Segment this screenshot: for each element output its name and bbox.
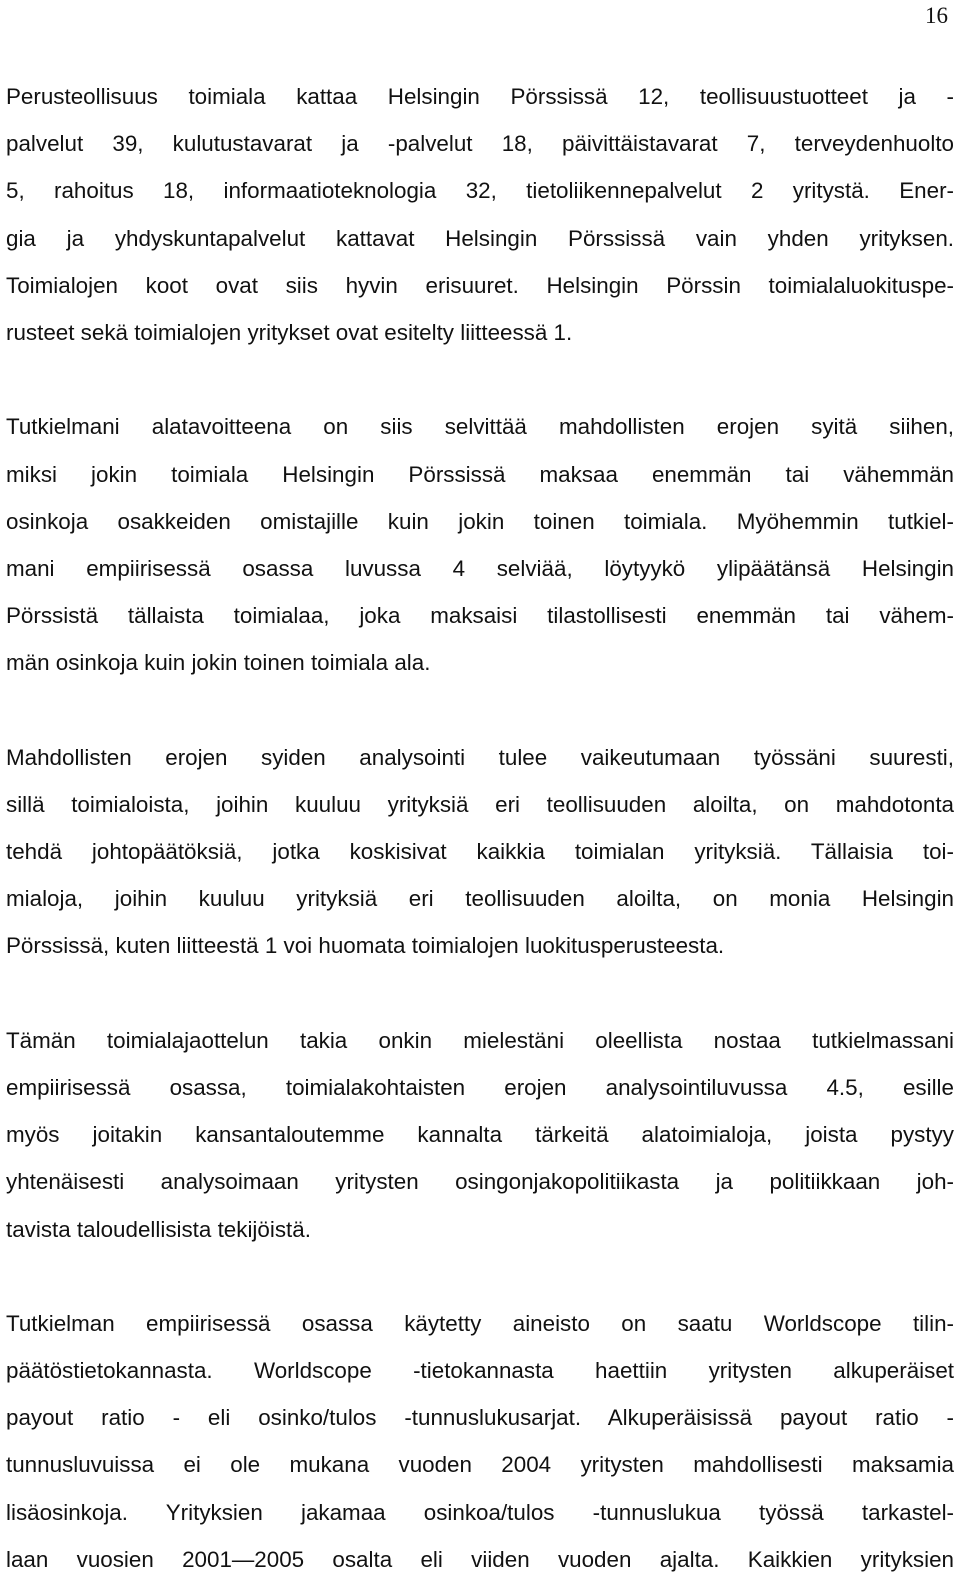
text-line: sillä toimialoista, joihin kuuluu yrityksiä eri teollisuuden aloilta, on mahdotonta [6,791,954,817]
text-line: laan vuosien 2001—2005 osalta eli viiden vuoden ajalta. Kaikkien yrityksien [6,1546,954,1572]
text-line: palvelut 39, kulutustavarat ja -palvelut 18, päivittäistavarat 7, terveydenhuolto [6,131,954,157]
paragraph-industry-counts [6,73,954,356]
text-line: payout ratio - eli osinko/tulos -tunnuslukusarjat. Alkuperäisissä payout ratio - [6,1405,954,1431]
text-line: lisäosinkoja. Yrityksien jakamaa osinkoa/tulos -tunnuslukua työssä tarkastel- [6,1499,954,1525]
text-line: Toimialojen koot ovat siis hyvin erisuuret. Helsingin Pörssin toimialaluokituspe- [6,272,954,298]
text-line: Pörssissä, kuten liitteestä 1 voi huomata toimialojen luokitusperusteesta. [6,933,725,959]
text-line: mani empiirisessä osassa luvussa 4 selviää, löytyykö ylipäätänsä Helsingin [6,555,954,581]
text-line: tunnusluvuissa ei ole mukana vuoden 2004 yritysten mahdollisesti maksamia [6,1452,954,1478]
text-line: rusteet sekä toimialojen yritykset ovat esitelty liitteessä 1. [6,319,573,345]
text-line: osinkoja osakkeiden omistajille kuin jokin toinen toimiala. Myöhemmin tutkiel- [6,508,954,534]
text-line: Tutkielman empiirisessä osassa käytetty aineisto on saatu Worldscope tilin- [6,1310,954,1336]
page-number: 16 [925,3,948,28]
text-line: tehdä johtopäätöksiä, jotka koskisivat kaikkia toimialan yrityksiä. Tällaisia toi- [6,839,954,864]
text-line: Mahdollisten erojen syiden analysointi tulee vaikeutumaan työssäni suuresti, [6,744,954,770]
text-line: Pörssistä tällaista toimialaa, joka maksaisi tilastollisesti enemmän tai vähem- [6,603,954,629]
text-line: päätöstietokannasta. Worldscope -tietokannasta haettiin yritysten alkuperäiset [6,1358,954,1384]
text-line: tavista taloudellisista tekijöistä. [6,1216,311,1242]
text-line: miksi jokin toimiala Helsingin Pörssissä maksaa enemmän tai vähemmän [6,461,954,487]
text-line: mialoja, joihin kuuluu yrityksiä eri teollisuuden aloilta, on monia Helsingin [6,886,954,912]
text-line: myös joitakin kansantaloutemme kannalta tärkeitä alatoimialoja, joista pystyy [6,1122,954,1148]
text-line: män osinkoja kuin jokin toinen toimiala ala. [6,650,431,676]
text-line: empiirisessä osassa, toimialakohtaisten erojen analysointiluvussa 4.5, esille [6,1074,954,1100]
text-line: Perusteollisuus toimiala kattaa Helsingin Pörssissä 12, teollisuustuotteet ja - [6,84,954,109]
text-line: Tämän toimialajaottelun takia onkin mielestäni oleellista nostaa tutkielmassani [6,1027,954,1053]
paragraph-sub-objective [6,403,954,686]
paragraph-analysis-difficulty [6,734,954,970]
text-line: yhtenäisesti analysoimaan yritysten osingonjakopolitiikasta ja politiikkaan joh- [6,1169,954,1195]
paragraph-sub-industries [6,1017,954,1253]
paragraph-data-source [6,1300,954,1583]
document-body [6,73,954,1583]
text-line: 5, rahoitus 18, informaatioteknologia 32, tietoliikennepalvelut 2 yritystä. Ener- [6,178,954,204]
text-line: gia ja yhdyskuntapalvelut kattavat Helsingin Pörssissä vain yhden yrityksen. [6,225,954,251]
text-line: Tutkielmani alatavoitteena on siis selvittää mahdollisten erojen syitä siihen, [6,414,954,440]
